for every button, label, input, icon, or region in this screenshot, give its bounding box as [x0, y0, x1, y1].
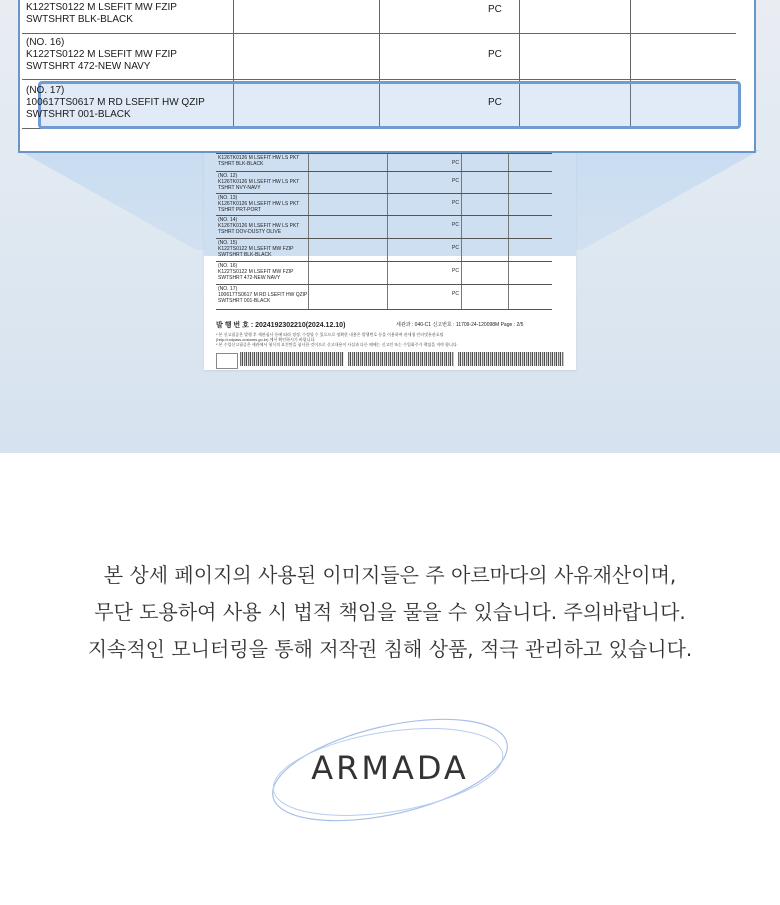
customs-info: 세관과 : 040-C1 신고번호 : 11709-24-120098M Page : 2/5	[396, 322, 524, 328]
notice-line-1: 본 상세 페이지의 사용된 이미지들은 주 아르마다의 사유재산이며,	[103, 563, 677, 587]
doc-row: (NO. 16) K122TS0122 M LSEFIT MW FZIP SWTSHRT 472-NEW NAVY PC	[216, 261, 552, 284]
notice-line-3: 지속적인 모니터링을 통해 저작권 침해 상품, 적극 관리하고 있습니다.	[87, 637, 693, 661]
doc-row: (NO. 13) K126TK0126 M LSEFIT HW LS PKT TSHRT PRT-PORT PC	[216, 193, 552, 216]
document-notes: * 본 신고필증은 발행 후 세관심사 등에 따라 정정, 수정될 수 있으므로 정확한 내용은 발행번호 등을 이용하여 관세청 인터넷통관포털 (http://unipass.customs.go.kr) 에서 확인하시기 바랍니다. * 본 수입신고필증은 세관에서 형식적 요건만을 심사한 것이므로 신고내용이 사실과 다른 때에는 신고인 또는 수입화주가 책임을 져야 합니다.	[216, 332, 458, 347]
issue-number: 발 행 번 호 : 2024192302210(2024.12.10)	[216, 322, 346, 329]
brand-name: ARMADA	[311, 749, 469, 787]
stamp-box	[216, 353, 238, 369]
notice-line-2: 무단 도용하여 사용 시 법적 책임을 물을 수 있습니다. 주의바랍니다.	[94, 600, 686, 624]
barcode	[240, 352, 344, 366]
doc-row: (NO. 12) K126TK0126 M LSEFIT HW LS PKT TSHRT NVY-NAVY PC	[216, 171, 552, 194]
customs-declaration-document	[204, 150, 576, 370]
barcode	[458, 352, 564, 366]
doc-row: (NO. 15) K122TS0122 M LSEFIT MW FZIP SWTSHRT BLK-BLACK PC	[216, 238, 552, 261]
hero-document-image: K126TK0126 M LSEFIT HW LS PKT TSHRT BLK-BLACK PC (NO. 12) K126TK0126 M LSEFIT HW LS PKT TSHRT NVY-NAVY PC (NO. 13) K126TK0126 M LSEFIT HW LS PKT TSHRT PRT-PORT PC (NO. 14) K126TK0126 M LSEFIT HW LS PKT TSHRT DOV-DUSTY OLIVE PC (NO. 15) K122TS0122 M LSEFIT MW FZIP SWTSHRT BLK-BLACK PC (NO. 16) K122TS0122 M LSEFIT MW FZIP SWTSHRT 472-NEW NAVY PC (NO. 17) 100617TS0617 M RD LSEFIT HW QZIP SWTSHRT 001-BLACK PC 발 행 번 호 : 2024192302210(2024.12.10) 세관과 : 040-C1 신고번호 : 11709-24-120098M Page : 2/5 * 본 신고필증은 발행 후 세관심사 등에 따라 정정, 수정될 수 있으므로 정확한 내용은 발행번호 등을 이용하여 관세청 인터넷통관포털 (http://unipass.customs.go.kr) 에서 확인하시기 바랍니다. * 본 수입신고필증은 세관에서 형식적 요건만을 심사한 것이므로 신고내용이 사실과 다른 때에는 신고인 또는 수입화주가 책임을 져야 합니다. K122TS0122 M LSEFIT MW FZIP SWTSHRT BLK-BLACK PC (NO. 16) K122TS0122 M LSEFIT MW FZIP SWTSHRT 472-NEW NAVY PC (NO. 17) 100617TS0617 M RD LSEFIT HW QZIP SWTSHRT 001-BLACK PC	[0, 0, 780, 453]
table-rule	[22, 79, 736, 80]
doc-row: (NO. 14) K126TK0126 M LSEFIT HW LS PKT TSHRT DOV-DUSTY OLIVE PC	[216, 215, 552, 238]
table-rule	[22, 33, 736, 34]
doc-row: (NO. 17) 100617TS0617 M RD LSEFIT HW QZIP SWTSHRT 001-BLACK PC	[216, 284, 552, 310]
barcode	[348, 352, 454, 366]
armada-logo	[262, 707, 518, 833]
doc-row: K126TK0126 M LSEFIT HW LS PKT TSHRT BLK-BLACK PC	[216, 153, 552, 176]
